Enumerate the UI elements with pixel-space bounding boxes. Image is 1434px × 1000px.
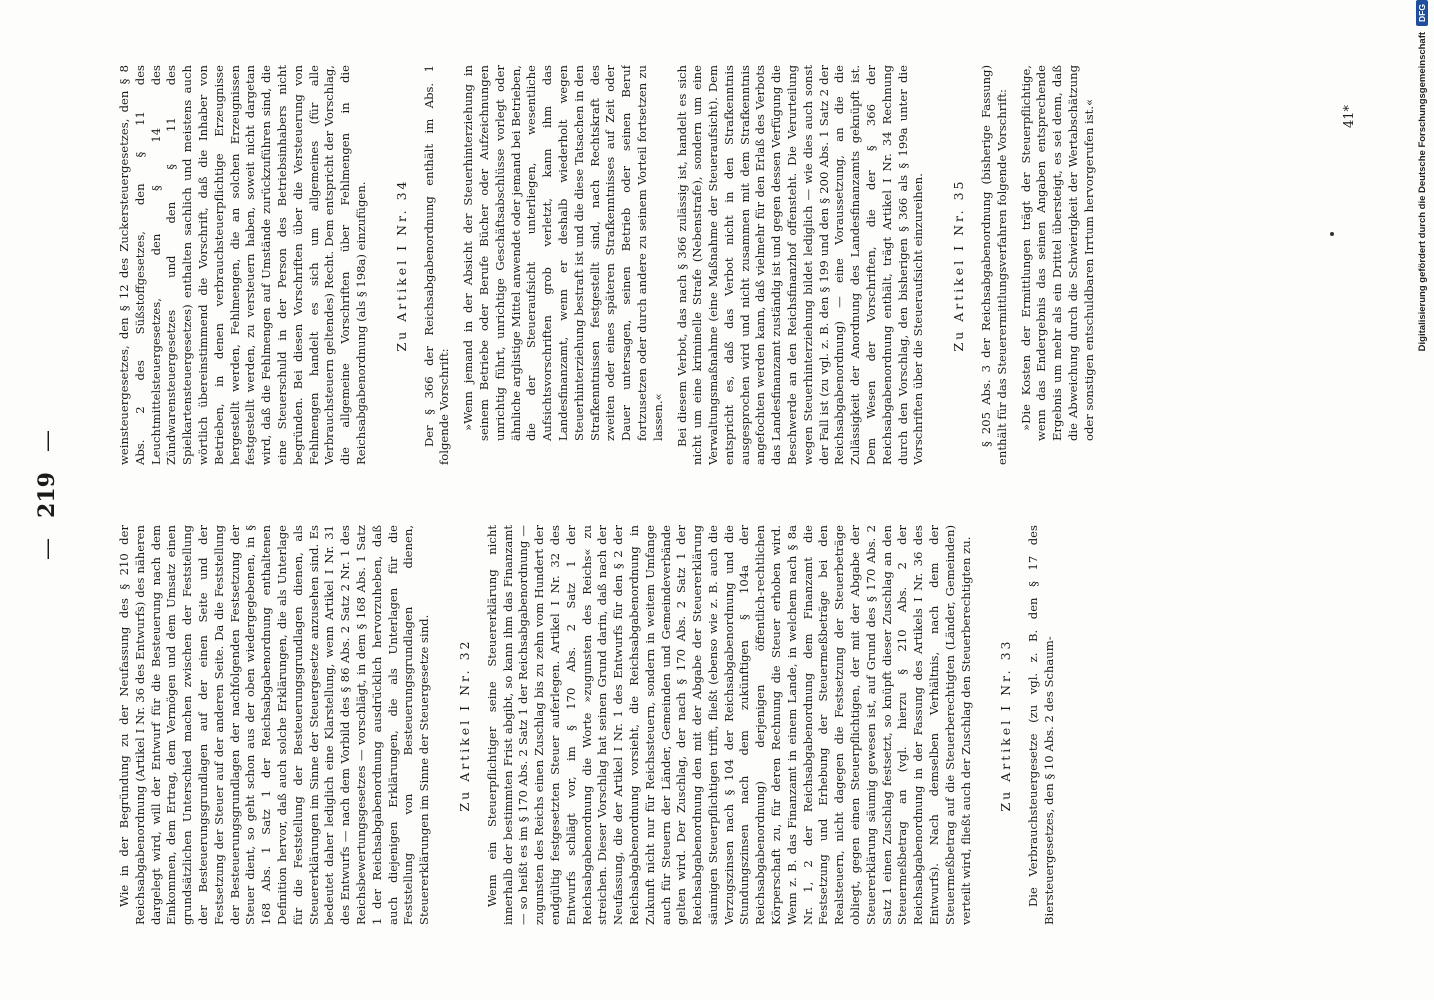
dfg-logo: DFG xyxy=(1416,0,1428,26)
digitization-text: Digitalisierung gefördert durch die Deutsche Forschungsgemeinschaft xyxy=(1416,31,1428,352)
quote-article-35: »Die Kosten der Ermittlungen trägt der Steuerpflichtige, wenn das Endergebnis das seinen Angaben entsprechende Ergebnis um mehr als ein Drittel übersteigt, es sei denn, daß die Abweichung durch die Schwierigkeit der Wertabschätzung oder sonstigen entschuldbaren Irrtum hervorgerufen ist.« xyxy=(1018,65,1096,441)
intro-paragraph: Wie in der Begründung zu der Neufassung des § 210 der Reichsabgabenordnung (Artikel I Nr. 36 des Entwurfs) des näheren dargelegt wird, will der Entwurf für die Besteuerung nach dem Einkommen, dem Ertrag, dem Vermögen und dem Umsatz einen grundsätzlichen Unterschied machen zwischen der Feststellung der Besteuerungsgrundlagen auf der einen Seite und der Festsetzung der Steuer auf der anderen Seite. Da die Feststellung der Besteuerungsgrundlagen der nachfolgenden Festsetzung der Steuer dient, so geht schon aus der oben wiedergegebenen, in § 168 Abs. 1 Satz 1 der Reichsabgabenordnung enthaltenen Definition hervor, daß auch solche Erklärungen, die als Unterlage für die Feststellung der Besteuerungsgrundlagen dienen, als Steuererklärungen im Sinne der Steuergesetze anzusehen sind. Es bedeutet daher lediglich eine Klarstellung, wenn Artikel I Nr. 31 des Entwurfs — nach dem Vorbild des § 86 Abs. 2 Satz 2 Nr. 1 des Reichsbewertungsgesetzes — vorschlägt, in dem § 168 Abs. 1 Satz 1 der Reichsabgabenordnung ausdrücklich hervorzuheben, daß auch diejenigen Erklärungen, die als Unterlagen für die Feststellung von Besteuerungsgrundlagen dienen, Steuererklärungen im Sinne der Steuergesetze sind. xyxy=(117,525,432,925)
paragraph-article-35: § 205 Abs. 3 der Reichsabgabenordnung (bisherige Fassung) enthält für das Steuerermittlungsverfahren folgende Vorschrift: xyxy=(979,65,1009,465)
rotated-document-page xyxy=(17,65,1417,925)
signature-mark: 41* xyxy=(1342,105,1357,129)
paragraph-article-32: Wenn ein Steuerpflichtiger seine Steuererklärung nicht innerhalb der bestimmten Frist abgibt, so kann ihm das Finanzamt — so heißt es im § 170 Abs. 2 Satz 1 der Reichsabgabenordnung — zugunsten des Reichs einen Zuschlag bis zu zehn vom Hundert der endgültig festgesetzten Steuer auferlegen. Artikel I Nr. 32 des Entwurfs schlägt vor, im § 170 Abs. 2 Satz 1 der Reichsabgabenordnung die Worte »zugunsten des Reichs« zu streichen. Dieser Vorschlag hat seinen Grund darin, daß nach der Neufassung, die der Artikel I Nr. 1 des Entwurfs für den § 2 der Reichsabgabenordnung vorsieht, die Reichsabgabenordnung in Zukunft nicht nur für Reichssteuern, sondern in weitem Umfange auch für Steuern der Länder, Gemeinden und Gemeindeverbände gelten wird. Der Zuschlag, der nach § 170 Abs. 2 Satz 1 der Reichsabgabenordnung den mit der Abgabe der Steuererklärung säumigen Steuerpflichtigen trifft, fließt (ebenso wie z. B. auch die Verzugszinsen nach § 104 der Reichsabgabenordnung und die Stundungszinsen nach dem zukünftigen § 104a der Reichsabgabenordnung) derjenigen öffentlich-rechtlichen Körperschaft zu, für deren Rechnung die Steuer erhoben wird. Wenn z. B. das Finanzamt in einem Lande, in welchem nach § 8a Nr. 1, 2 der Reichsabgabenordnung dem Finanzamt die Festsetzung und Erhebung der Steuermeßbeträge bei den Realsteuern, nicht dagegen die Festsetzung der Steuerbeträge obliegt, gegen einen Steuerpflichtigen, der mit der Abgabe der Steuererklärung säumig gewesen ist, auf Grund des § 170 Abs. 2 Satz 1 einen Zuschlag festsetzt, so knüpft dieser Zuschlag an den Steuermeßbetrag an (vgl. hierzu § 210 Abs. 2 der Reichsabgabenordnung in der Fassung des Artikels I Nr. 36 des Entwurfs). Nach demselben Verhältnis, nach dem der Steuermeßbetrag auf die Steuerberechtigten (Länder, Gemeinden) verteilt wird, fließt auch der Zuschlag den Steuerberechtigten zu. xyxy=(484,525,973,925)
paragraph-article-33: Die Verbrauchsteuergesetze (zu vgl. z. B. den § 17 des Biersteuergesetzes, den § 10 Abs. 2 des Schaum- xyxy=(1026,525,1057,925)
left-column xyxy=(87,525,1434,925)
paragraph-article-34: Der § 366 der Reichsabgabenordnung enthält im Abs. 1 folgende Vorschrift: xyxy=(421,65,452,465)
digitization-note-inner xyxy=(1411,0,1433,1000)
continuation-paragraph: weinsteuergesetzes, den § 12 des Zuckersteuergesetzes, den § 8 Abs. 2 des Süßstoffgesetzes, den § 11 des Leuchtmittelsteuergesetzes, den § 14 des Zündwarensteuergesetzes und den § 11 des Spielkartensteuergesetzes) enthalten sachlich und meistens auch wörtlich übereinstimmend die Vorschrift, daß die Inhaber von Betrieben, in denen verbrauchsteuerpflichtige Erzeugnisse hergestellt werden, Fehlmengen, die an solchen Erzeugnissen festgestellt werden, zu versteuern haben, soweit nicht dargetan wird, daß die Fehlmengen auf Umstände zurückzuführen sind, die eine Steuerschuld in der Person des Betriebsinhabers nicht begründen. Bei diesen Vorschriften über die Versteuerung von Fehlmengen handelt es sich um allgemeines (für alle Verbrauchsteuern geltendes) Recht. Dem entspricht der Vorschlag, die allgemeine Vorschriften über Fehlmengen in die Reichsabgabenordnung (als § 198a) einzufügen. xyxy=(117,65,368,465)
heading-article-34: Zu Artikel I Nr. 34 xyxy=(393,178,409,352)
page-number: 219 xyxy=(34,472,60,518)
digitization-note xyxy=(1411,0,1433,1000)
scan-speck xyxy=(1330,232,1334,236)
heading-article-33: Zu Artikel I Nr. 33 xyxy=(998,638,1014,812)
right-column xyxy=(87,65,1434,465)
page-header xyxy=(17,65,77,925)
header-dash-left: — xyxy=(34,537,60,560)
header-dash-right: — xyxy=(34,430,60,453)
paragraph-article-34b: Bei diesem Verbot, das nach § 366 zulässig ist, handelt es sich nicht um eine kriminelle Strafe (Nebenstrafe), sondern um eine Verwaltungsmaßnahme (eine Maßnahme der Steueraufsicht). Dem entspricht es, daß das Verbot nicht in den Strafkenntnis ausgesprochen wird und nicht zusammen mit dem Strafkenntnis angefochten werden kann, daß vielmehr für den Erlaß des Verbots das Landesfinanzamt zuständig ist und gegen dessen Verfügung die Beschwerde an den Reichsfinanzhof offensteht. Die Verurteilung wegen Steuerhinterziehung bildet lediglich — wie dies auch sonst der Fall ist (zu vgl. z. B. den § 199 und den § 200 Abs. 1 Satz 2 der Reichsabgabenordnung) — eine Voraussetzung, an die die Zulässigkeit der Anordnung des Landesfinanzamts geknüpft ist. Dem Wesen der Vorschriften, die der § 366 der Reichsabgabenordnung enthält, trägt Artikel I Nr. 34 Rechnung durch den Vorschlag, den bisherigen § 366 als § 199a unter die Vorschriften über die Steueraufsicht einzureihen. xyxy=(674,65,926,465)
heading-article-35: Zu Artikel I Nr. 35 xyxy=(951,178,967,352)
heading-article-32: Zu Artikel I Nr. 32 xyxy=(456,638,472,812)
quote-article-34: »Wenn jemand in der Absicht der Steuerhinterziehung in seinem Betriebe oder Berufe Bücher oder Aufzeichnungen unrichtig führt, unrichtige Geschäftsabschlüsse vorlegt oder ähnliche arglistige Mittel anwendet oder jemand bei Betrieben, die der Steueraufsicht unterliegen, wesentliche Aufsichtsvorschriften grob verletzt, kann ihm das Landesfinanzamt, wenn er deshalb wiederholt wegen Steuerhinterziehung bestraft ist und die diese Tatsachen in den Strafkenntnissen festgestellt sind, nach Rechtskraft des zweiten oder eines späteren Strafkenntnisses auf Zeit oder Dauer untersagen, seinen Betrieb oder seinen Beruf fortzusetzen oder durch andere zu seinem Vorteil fortsetzen zu lassen.« xyxy=(461,65,665,441)
